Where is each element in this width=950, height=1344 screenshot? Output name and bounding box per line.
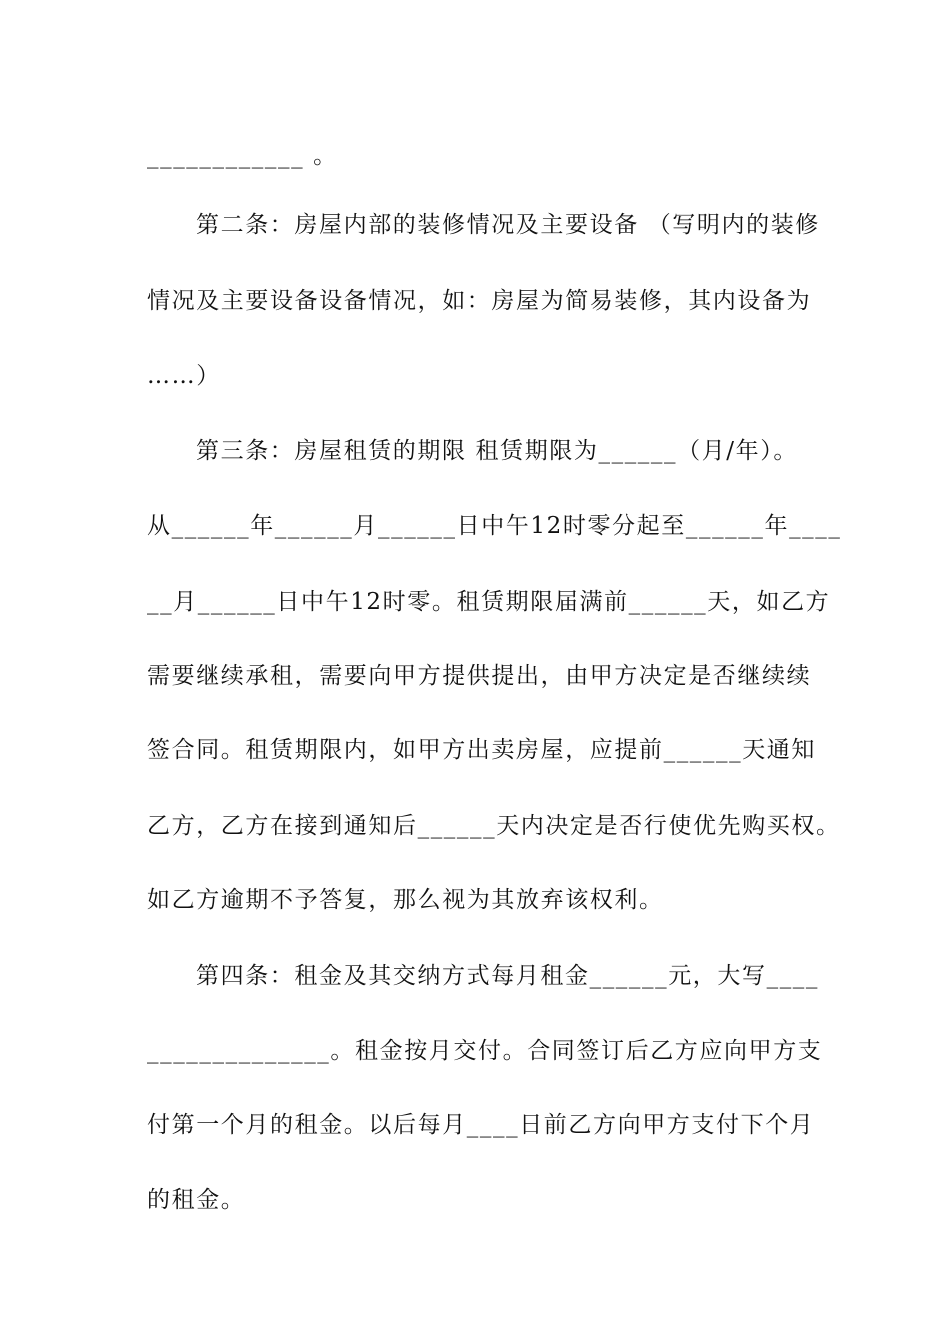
text-line-6: 从______年______月______日中午12时零分起至______年____ [147, 513, 842, 539]
text-line-2: 第二条：房屋内部的装修情况及主要设备 （写明内的装修 [196, 212, 820, 238]
text-line-11: 如乙方逾期不予答复，那么视为其放弃该权利。 [147, 887, 664, 913]
text-line-10: 乙方，乙方在接到通知后______天内决定是否行使优先购买权。 [147, 813, 841, 839]
text-line-12: 第四条：租金及其交纳方式每月租金______元，大写____ [196, 963, 819, 989]
text-line-15: 的租金。 [147, 1187, 246, 1213]
text-line-3: 情况及主要设备设备情况，如：房屋为简易装修，其内设备为 [147, 288, 812, 314]
text-line-7: __月______日中午12时零。租赁期限届满前______天，如乙方 [147, 589, 831, 615]
text-line-9: 签合同。租赁期限内，如甲方出卖房屋，应提前______天通知 [147, 737, 816, 763]
text-line-8: 需要继续承租，需要向甲方提供提出，由甲方决定是否继续续 [147, 663, 812, 689]
text-line-4: ……） [147, 363, 221, 389]
text-line-5: 第三条：房屋租赁的期限 租赁期限为______（月/年）。 [196, 438, 798, 464]
text-line-13: ______________。租金按月交付。合同签订后乙方应向甲方支 [147, 1038, 823, 1064]
text-line-14: 付第一个月的租金。以后每月____日前乙方向甲方支付下个月 [147, 1112, 815, 1138]
text-line-1: ____________ 。 [147, 143, 338, 169]
